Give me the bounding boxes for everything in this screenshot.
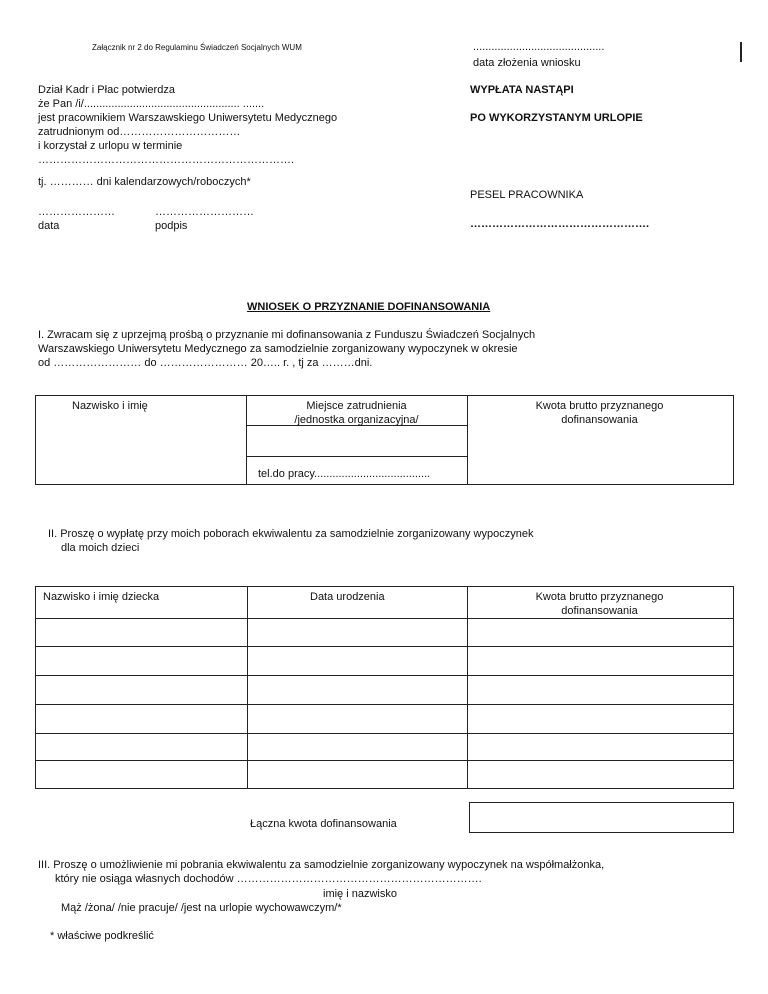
amount-header xyxy=(467,399,732,427)
hr-signature-field[interactable]: ……………………… xyxy=(155,206,254,218)
amount-header-line-1: Kwota brutto przyznanego xyxy=(535,400,664,412)
hr-line-1: Dział Kadr i Płac potwierdza xyxy=(38,84,175,96)
section1-line-1: I. Zwracam się z uprzejmą prośbą o przyznanie mi dofinansowania z Funduszu Świadczeń Socjalnych xyxy=(38,329,536,341)
child-name-header: Nazwisko i imię dziecka xyxy=(43,591,160,603)
child-row-cell[interactable] xyxy=(36,619,246,645)
amount-header-line-2: dofinansowania xyxy=(561,414,638,426)
children-table-divider-1 xyxy=(247,586,248,788)
employee-table-rule-2 xyxy=(246,456,467,457)
child-amount-header-line-2: dofinansowania xyxy=(561,605,638,617)
employee-name-cell[interactable] xyxy=(36,426,245,482)
page-title: WNIOSEK O PRZYZNANIE DOFINANSOWANIA xyxy=(247,301,491,313)
child-row-cell[interactable] xyxy=(36,676,246,703)
margin-mark xyxy=(740,42,742,62)
payment-line-1: WYPŁATA NASTĄPI xyxy=(470,84,574,96)
hr-line-3: jest pracownikiem Warszawskiego Uniwersytetu Medycznego xyxy=(38,112,338,124)
section2-line-2: dla moich dzieci xyxy=(61,542,140,554)
employee-name-header: Nazwisko i imię xyxy=(72,400,148,412)
total-amount-field[interactable] xyxy=(469,802,734,833)
birth-date-header: Data urodzenia xyxy=(310,591,385,603)
hr-line-5: i korzystał z urlopu w terminie xyxy=(38,140,183,152)
hr-employment-date-field[interactable]: zatrudnionym od…………………………… xyxy=(38,126,241,138)
child-row-cell[interactable] xyxy=(36,647,246,674)
spouse-status-options[interactable]: Mąż /żona/ /nie pracuje/ /jest na urlopie wychowawczym/* xyxy=(61,902,342,914)
hr-date-label: data xyxy=(38,220,60,232)
submission-date-field[interactable]: ........................................... xyxy=(473,41,605,53)
section2-line-1: II. Proszę o wypłatę przy moich poborach ekwiwalentu za samodzielnie zorganizowany wypoczynek xyxy=(48,528,534,540)
child-row-cell[interactable] xyxy=(36,734,246,759)
workplace-header-line-1: Miejsce zatrudnienia xyxy=(306,400,407,412)
section1-line-2: Warszawskiego Uniwersytetu Medycznego za samodzielnie zorganizowany wypoczynek w okresie xyxy=(38,343,518,355)
employee-amount-cell[interactable] xyxy=(468,426,731,482)
workplace-header xyxy=(246,399,467,427)
attachment-note: Załącznik nr 2 do Regulaminu Świadczeń Socjalnych WUM xyxy=(92,43,302,52)
work-phone-field[interactable]: tel.do pracy...................................... xyxy=(258,468,431,480)
child-row-cell[interactable] xyxy=(36,761,246,786)
hr-date-field[interactable]: ………………… xyxy=(38,206,115,218)
pesel-label: PESEL PRACOWNIKA xyxy=(470,189,584,201)
submission-date-label: data złożenia wniosku xyxy=(473,57,581,69)
child-row-cell[interactable] xyxy=(36,705,246,732)
payment-line-2: PO WYKORZYSTANYM URLOPIE xyxy=(470,112,643,124)
workplace-header-line-2: /jednostka organizacyjna/ xyxy=(294,414,419,426)
hr-days-field[interactable]: tj. ………… dni kalendarzowych/roboczych* xyxy=(38,176,251,188)
child-amount-header-line-1: Kwota brutto przyznanego xyxy=(535,591,664,603)
spouse-name-field[interactable]: który nie osiąga własnych dochodów …………………………………………………………. xyxy=(55,873,482,885)
hr-leave-period-field[interactable]: ……………………………………………………………. xyxy=(38,154,295,166)
pesel-field[interactable]: …………………………………………. xyxy=(470,218,650,230)
hr-employee-name-field[interactable]: że Pan /i/................................................... ....... xyxy=(38,98,265,110)
spouse-name-label: imię i nazwisko xyxy=(323,888,397,900)
hr-signature-label: podpis xyxy=(155,220,188,232)
section1-period-field[interactable]: od …………………… do …………………… 20….. r. , tj za ………dni. xyxy=(38,357,373,369)
footnote: * właściwe podkreślić xyxy=(50,930,154,942)
total-label: Łączna kwota dofinansowania xyxy=(250,818,397,830)
section3-line-1: III. Proszę o umożliwienie mi pobrania ekwiwalentu za samodzielnie zorganizowany wypoczynek na współmałżonka, xyxy=(38,859,605,871)
child-amount-header xyxy=(467,590,732,618)
workplace-cell[interactable] xyxy=(247,426,466,455)
